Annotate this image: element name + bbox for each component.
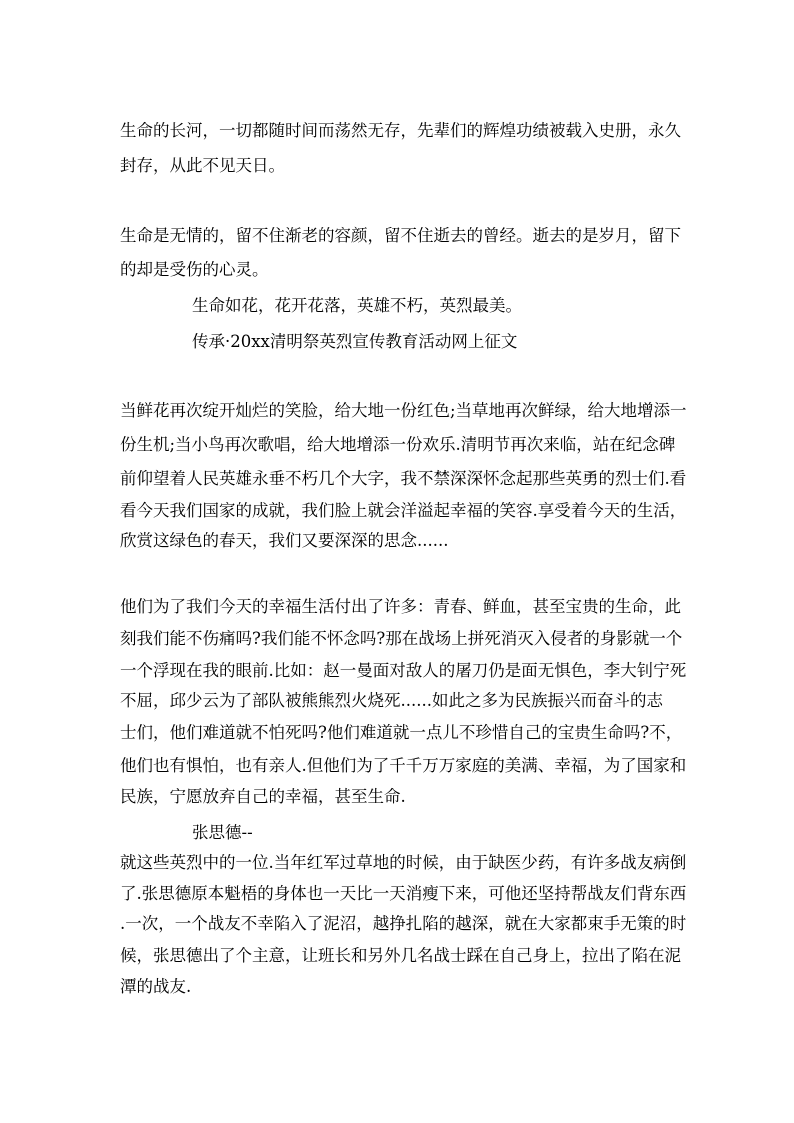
motto-line: 生命如花，花开花落，英雄不朽，英烈最美。 <box>192 296 522 315</box>
text-line: 的却是受伤的心灵。 <box>120 260 269 279</box>
text-line: 士们，他们难道就不怕死吗?他们难道就一点儿不珍惜自己的宝贵生命吗?不， <box>120 723 683 742</box>
text-line: 封存，从此不见天日。 <box>120 156 285 175</box>
text-line: 不屈，邱少云为了部队被熊熊烈火烧死......如此之多为民族振兴而奋斗的志 <box>120 691 663 710</box>
person-heading: 张思德-- <box>192 823 253 842</box>
text-line: 了.张思德原本魁梧的身体也一天比一天消瘦下来，可他还坚持帮战友们背东西 <box>120 884 687 903</box>
text-line: 份生机;当小鸟再次歌唱，给大地增添一份欢乐.清明节再次来临，站在纪念碑 <box>120 435 676 454</box>
essay-title: 传承·20xx清明祭英烈宣传教育活动网上征文 <box>192 332 518 351</box>
text-line: 他们也有惧怕，也有亲人.但他们为了千千万万家庭的美满、幸福，为了国家和 <box>120 756 687 775</box>
text-line: 生命的长河，一切都随时间而荡然无存，先辈们的辉煌功绩被载入史册，永久 <box>120 121 681 140</box>
text-line: .一次，一个战友不幸陷入了泥沼，越挣扎陷的越深，就在大家都束手无策的时 <box>120 914 687 933</box>
text-line: 欣赏这绿色的春天，我们又要深深的思念...... <box>120 531 449 550</box>
text-line: 看今天我们国家的成就，我们脸上就会洋溢起幸福的笑容.享受着今天的生活， <box>120 501 687 520</box>
text-line: 候，张思德出了个主意，让班长和另外几名战士踩在自己身上，拉出了陷在泥 <box>120 946 681 965</box>
text-line: 他们为了我们今天的幸福生活付出了许多：青春、鲜血，甚至宝贵的生命，此 <box>120 597 681 616</box>
text-line: 生命是无情的，留不住渐老的容颜，留不住逝去的曾经。逝去的是岁月，留下 <box>120 226 681 245</box>
text-line: 民族，宁愿放弃自己的幸福，甚至生命. <box>120 787 406 806</box>
text-line: 就这些英烈中的一位.当年红军过草地的时候，由于缺医少药，有许多战友病倒 <box>120 853 687 872</box>
text-line: 刻我们能不伤痛吗?我们能不怀念吗?那在战场上拼死消灭入侵者的身影就一个 <box>120 629 683 648</box>
text-line: 潭的战友. <box>120 977 192 996</box>
text-line: 前仰望着人民英雄永垂不朽几个大字，我不禁深深怀念起那些英勇的烈士们.看 <box>120 469 687 488</box>
text-line: 当鲜花再次绽开灿烂的笑脸，给大地一份红色;当草地再次鲜绿，给大地增添一 <box>120 401 687 420</box>
text-line: 一个浮现在我的眼前.比如：赵一曼面对敌人的屠刀仍是面无惧色，李大钊宁死 <box>120 661 687 680</box>
